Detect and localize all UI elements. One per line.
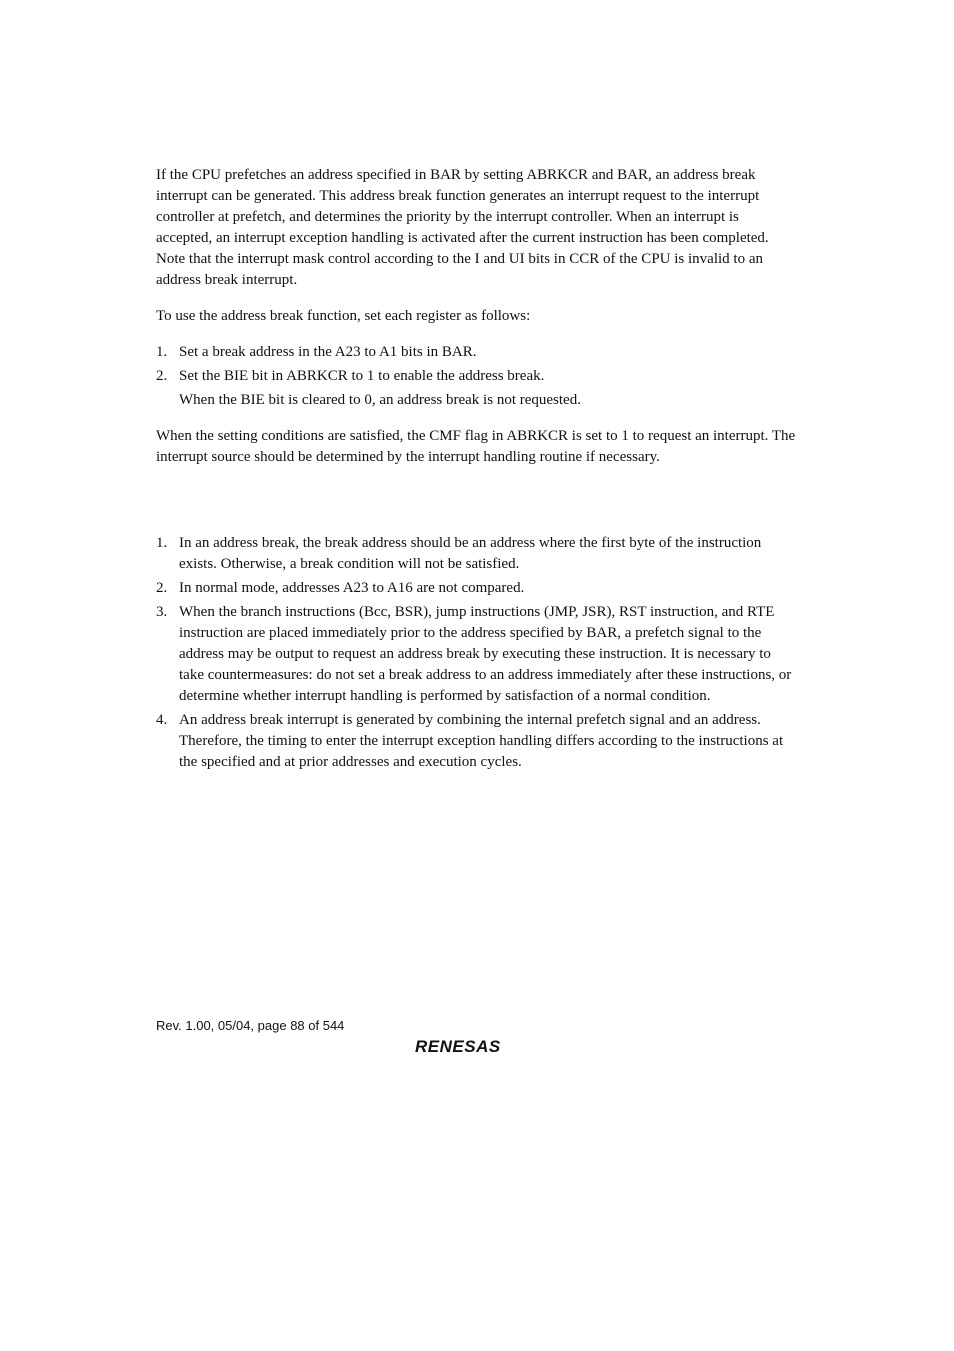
list-text: Set the BIE bit in ABRKCR to 1 to enable the address break.	[179, 368, 545, 384]
list-item	[156, 366, 796, 387]
condition-paragraph: When the setting conditions are satisfied, the CMF flag in ABRKCR is set to 1 to request an interrupt. The interrupt source should be determined by the interrupt handling routine if necessary.	[156, 428, 796, 465]
list-number: 4.	[156, 712, 168, 728]
list-text: Set a break address in the A23 to A1 bits in BAR.	[179, 344, 477, 360]
list-text: In an address break, the break address should be an address where the first byte of the instruction exists. Otherwise, a break condition will not be satisfied.	[179, 535, 762, 572]
list-number: 1.	[156, 535, 168, 551]
list-text: In normal mode, addresses A23 to A16 are not compared.	[179, 580, 525, 596]
setup-lead: To use the address break function, set each register as follows:	[156, 308, 531, 324]
notes-list	[156, 533, 796, 773]
list-text: An address break interrupt is generated by combining the internal prefetch signal and an address. Therefore, the timing to enter the interrupt exception handling differs according to the instructions at the specified and at prior addresses and execution cycles.	[179, 712, 784, 770]
setup-steps-list	[156, 342, 796, 387]
list-item	[156, 710, 796, 773]
list-item	[156, 342, 796, 363]
list-number: 2.	[156, 580, 168, 596]
list-item	[156, 533, 796, 575]
list-text: When the branch instructions (Bcc, BSR), jump instructions (JMP, JSR), RST instruction, and RTE instruction are placed immediately prior to the address specified by BAR, a prefetch signal to the address may be output to request an address break by executing these instruction. It is necessary to take countermeasures: do not set a break address to an address immediately after these instructions, or determine whether interrupt handling is performed by satisfaction of a normal condition.	[179, 604, 792, 704]
list-item	[156, 602, 796, 707]
page-body	[156, 165, 796, 773]
list-item	[156, 578, 796, 599]
renesas-logo	[413, 1035, 535, 1057]
page-footer: Rev. 1.00, 05/04, page 88 of 544	[156, 1018, 345, 1033]
list-number: 1.	[156, 344, 168, 360]
logo-wordmark: RENESAS	[415, 1037, 501, 1056]
intro-paragraph: If the CPU prefetches an address specified in BAR by setting ABRKCR and BAR, an address break interrupt can be generated. This address break function generates an interrupt request to the interrupt controller at prefetch, and determines the priority by the interrupt controller. When an interrupt is accepted, an interrupt exception handling is activated after the current instruction has been completed. Note that the interrupt mask control according to the I and UI bits in CCR of the CPU is invalid to an address break interrupt.	[156, 167, 769, 288]
list-number: 2.	[156, 368, 168, 384]
setup-note: When the BIE bit is cleared to 0, an address break is not requested.	[179, 392, 581, 408]
list-number: 3.	[156, 604, 168, 620]
